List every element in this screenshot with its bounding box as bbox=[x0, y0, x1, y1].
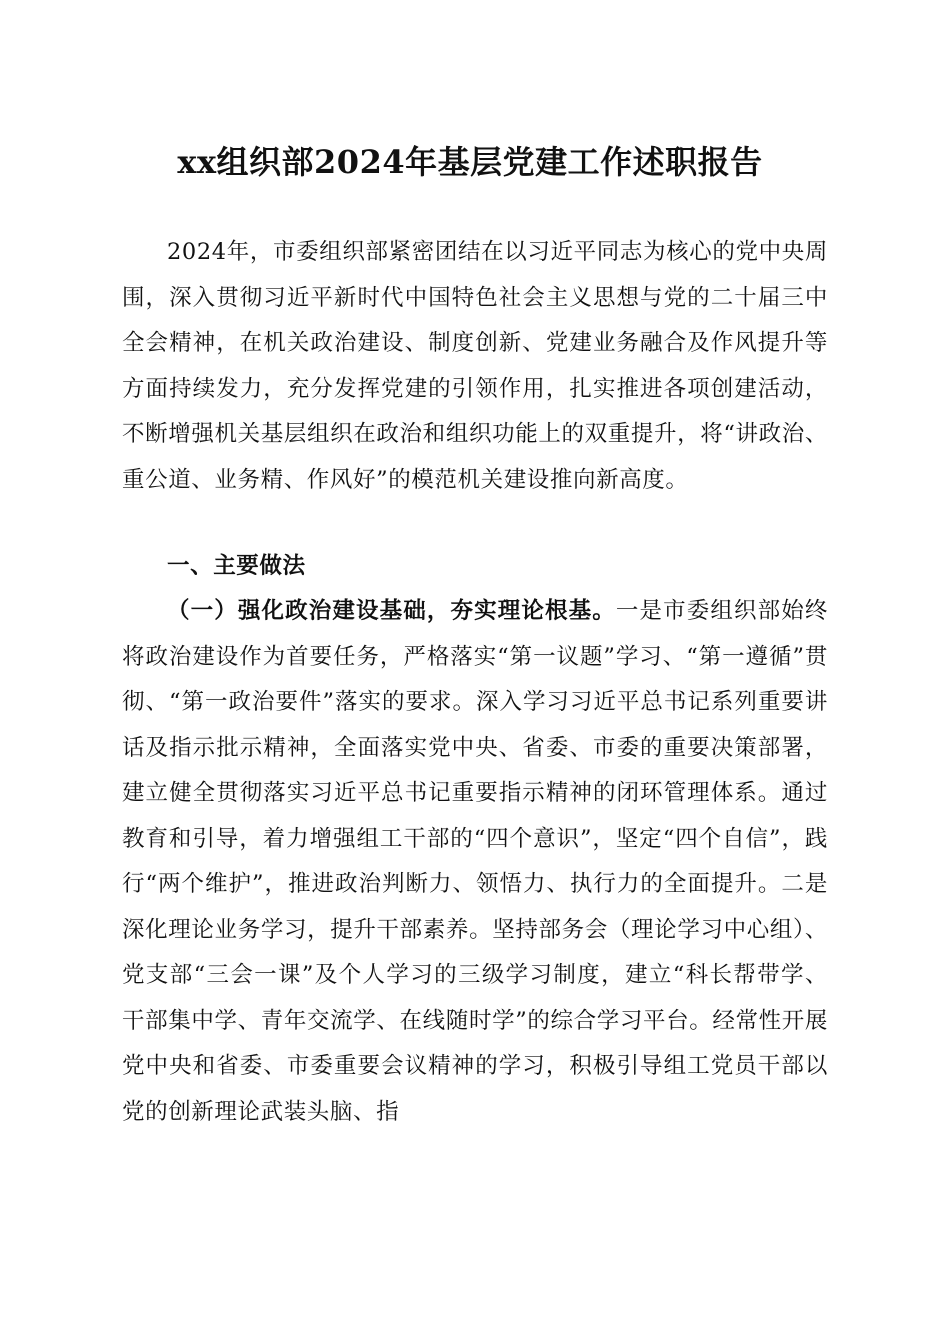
document-title: xx组织部2024年基层党建工作述职报告 bbox=[177, 143, 763, 181]
subsection-body: 一是市委组织部始终将政治建设作为首要任务，严格落实“第一议题”学习、“第一遵循”贯彻、“第一政治要件”落实的要求。深入学习习近平总书记系列重要讲话及指示批示精神，全面落实党中央、省委、市委的重要决策部署，建立健全贯彻落实习近平总书记重要指示精神的闭环管理体系。通过教育和引导，着力增强组工干部的“四个意识”，坚定“四个自信”，践行“两个维护”，推进政治判断力、领悟力、执行力的全面提升。二是深化理论业务学习，提升干部素养。坚持部务会（理论学习中心组）、党支部“三会一课”及个人学习的三级学习制度，建立“科长帮带学、干部集中学、青年交流学、在线随时学”的综合学习平台。经常性开展党中央和省委、市委重要会议精神的学习，积极引导组工党员干部以党的创新理论武装头脑、指 bbox=[122, 598, 828, 1125]
intro-paragraph: 2024年，市委组织部紧密团结在以习近平同志为核心的党中央周围，深入贯彻习近平新时代中国特色社会主义思想与党的二十届三中全会精神，在机关政治建设、制度创新、党建业务融合及作风提升等方面持续发力，充分发挥党建的引领作用，扎实推进各项创建活动，不断增强机关基层组织在政治和组织功能上的双重提升，将“讲政治、重公道、业务精、作风好”的模范机关建设推向新高度。 bbox=[122, 239, 828, 493]
subsection-heading: （一）强化政治建设基础，夯实理论根基。 bbox=[167, 598, 616, 624]
section1-paragraph bbox=[122, 589, 828, 1135]
section-heading-main-practices: 一、主要做法 bbox=[167, 553, 306, 579]
